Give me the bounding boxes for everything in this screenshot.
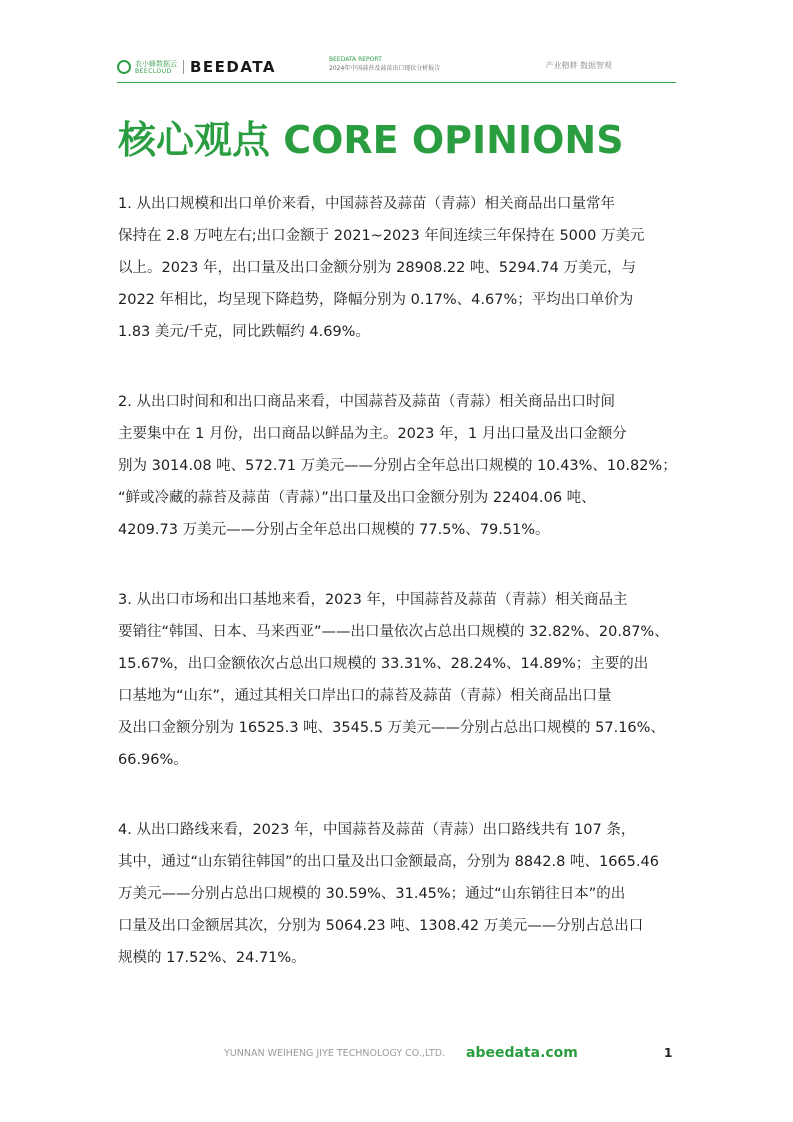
report-info — [329, 56, 440, 73]
opinion-paragraph-1 — [118, 188, 688, 348]
logo-divider — [183, 60, 184, 74]
paragraph-line: 66.96%。 — [118, 752, 188, 768]
page-number: 1 — [664, 1046, 673, 1060]
paragraph-line: 2022 年相比，均呈现下降趋势，降幅分别为 0.17%、4.67%；平均出口单价为 — [118, 292, 634, 308]
paragraph-line: 15.67%，出口金额依次占总出口规模的 33.31%、28.24%、14.89%；主要的出 — [118, 656, 649, 672]
paragraph-line: 万美元——分别占总出口规模的 30.59%、31.45%；通过“山东销往日本”的出 — [118, 886, 626, 902]
header-tagline: 产业精耕 数据智观 — [545, 61, 612, 70]
paragraph-line: 4. 从出口路线来看，2023 年，中国蒜苔及蒜苗（青蒜）出口路线共有 107 条， — [118, 822, 636, 838]
paragraph-line: 口量及出口金额居其次，分别为 5064.23 吨、1308.42 万美元——分别占总出口 — [118, 918, 644, 934]
paragraph-line: 1.83 美元/千克，同比跌幅约 4.69%。 — [118, 324, 370, 340]
paragraph-line: 其中，通过“山东销往韩国”的出口量及出口金额最高，分别为 8842.8 吨、1665.46 — [118, 854, 659, 870]
footer-website-link[interactable]: abeedata.com — [466, 1045, 578, 1061]
paragraph-line: 3. 从出口市场和出口基地来看，2023 年，中国蒜苔及蒜苗（青蒜）相关商品主 — [118, 592, 628, 608]
opinion-paragraph-4 — [118, 814, 688, 974]
paragraph-line: 主要集中在 1 月份，出口商品以鲜品为主。2023 年，1 月出口量及出口金额分 — [118, 426, 627, 442]
beedata-brand: BEEDATA — [190, 58, 276, 76]
footer-company: YUNNAN WEIHENG JIYE TECHNOLOGY CO.,LTD. — [224, 1048, 446, 1059]
page-title: 核心观点 CORE OPINIONS — [118, 118, 624, 162]
page-header — [117, 50, 676, 83]
paragraph-line: 4209.73 万美元——分别占全年总出口规模的 77.5%、79.51%。 — [118, 522, 550, 538]
paragraph-line: 保持在 2.8 万吨左右;出口金额于 2021~2023 年间连续三年保持在 5000 万美元 — [118, 228, 645, 244]
paragraph-line: 规模的 17.52%、24.71%。 — [118, 950, 306, 966]
beecloud-logo-icon — [117, 60, 131, 74]
beecloud-logo — [117, 58, 276, 76]
paragraph-line: 2. 从出口时间和和出口商品来看，中国蒜苔及蒜苗（青蒜）相关商品出口时间 — [118, 394, 615, 410]
report-title: 2024年中国蒜苔及蒜苗出口现状分析报告 — [329, 65, 441, 72]
core-opinions-content — [118, 188, 688, 1012]
paragraph-line: 要销往“韩国、日本、马来西亚”——出口量依次占总出口规模的 32.82%、20.87%、 — [118, 624, 669, 640]
paragraph-line: 以上。2023 年，出口量及出口金额分别为 28908.22 吨、5294.74 万美元，与 — [118, 260, 636, 276]
paragraph-line: 及出口金额分别为 16525.3 吨、3545.5 万美元——分别占总出口规模的 57.16%、 — [118, 720, 665, 736]
report-tag: BEEDATA REPORT — [329, 56, 382, 63]
beecloud-logo-text — [135, 60, 177, 75]
paragraph-line: “鲜或冷藏的蒜苔及蒜苗（青蒜）”出口量及出口金额分别为 22404.06 吨、 — [118, 490, 596, 506]
paragraph-line: 1. 从出口规模和出口单价来看，中国蒜苔及蒜苗（青蒜）相关商品出口量常年 — [118, 196, 615, 212]
opinion-paragraph-2 — [118, 386, 688, 546]
paragraph-line: 口基地为“山东”，通过其相关口岸出口的蒜苔及蒜苗（青蒜）相关商品出口量 — [118, 688, 612, 704]
opinion-paragraph-3 — [118, 584, 688, 776]
paragraph-line: 别为 3014.08 吨、572.71 万美元——分别占全年总出口规模的 10.43%、10.82%； — [118, 458, 677, 474]
logo-en-text: BEECLOUD — [135, 67, 172, 75]
logo-cn-text: 农小蜂数据云 — [135, 59, 177, 68]
